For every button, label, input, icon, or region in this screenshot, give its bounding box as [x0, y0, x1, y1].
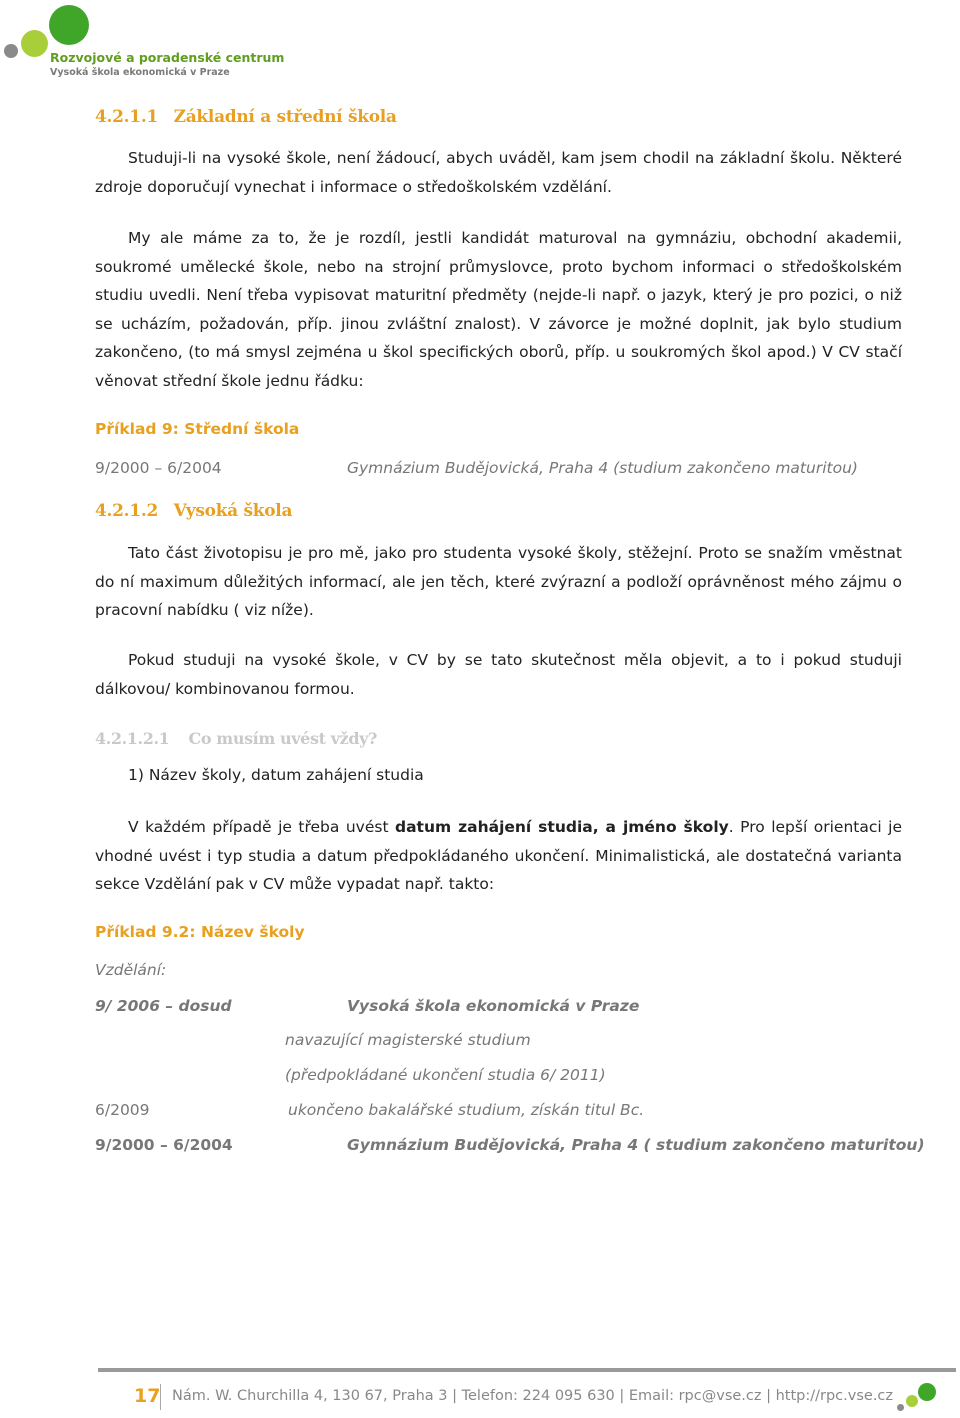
heading-number: 4.2.1.2.1	[95, 729, 170, 748]
example-date: 9/2000 – 6/2004	[95, 459, 222, 477]
paragraph	[95, 539, 902, 625]
logo-subtitle: Vysoká škola ekonomická v Praze	[50, 67, 230, 78]
example-row-date: 6/2009	[95, 1101, 150, 1119]
logo-dot-light-green	[21, 30, 48, 57]
logo-dot-green	[918, 1383, 936, 1401]
footer-separator	[160, 1384, 161, 1410]
paragraph	[95, 813, 902, 899]
list-item: 1) Název školy, datum zahájení studia	[128, 766, 424, 784]
footer-address: Nám. W. Churchilla 4, 130 67, Praha 3 | Telefon: 224 095 630 | Email: rpc@vse.cz | http://rpc.vse.cz	[172, 1388, 894, 1404]
logo-title: Rozvojové a poradenské centrum	[50, 50, 285, 65]
page-number: 17	[134, 1385, 161, 1407]
logo-dot-light-green	[906, 1395, 918, 1407]
paragraph-text: Tato část životopisu je pro mě, jako pro studenta vysoké školy, stěžejní. Proto se snažím vměstnat do ní maximum důležitých informací, ale jen těch, které zvýrazní a podloží oprávněnost mého zájmu o pracovní nabídku ( viz níže).	[95, 544, 902, 619]
paragraph-text: Studuji-li na vysoké škole, není žádoucí, abych uváděl, kam jsem chodil na základní školu. Některé zdroje doporučují vynechat i informace o středoškolském vzdělání.	[95, 149, 902, 196]
paragraph	[95, 144, 902, 201]
example-school: Gymnázium Budějovická, Praha 4 (studium zakončeno maturitou)	[347, 459, 858, 477]
heading-title: Vysoká škola	[173, 501, 293, 521]
example-row-date: 9/2000 – 6/2004	[95, 1136, 233, 1154]
logo-dot-green	[49, 5, 89, 45]
paragraph-text: . Pro lepší orientaci je vhodné uvést i typ studia a datum předpokládaného ukončení. Minimalistická, ale dostatečná varianta sekce Vzdělání pak v CV může vypadat např. takto:	[95, 818, 902, 893]
heading-number: 4.2.1.1	[95, 107, 158, 127]
paragraph-text: Pokud studuji na vysoké škole, v CV by se tato skutečnost měla objevit, a to i pokud studuji dálkovou/ kombinovanou formou.	[95, 651, 902, 698]
section-heading-4-2-1-2	[95, 501, 292, 521]
footer-logo	[896, 1378, 946, 1414]
heading-number: 4.2.1.2	[95, 501, 158, 521]
example-row-text: Gymnázium Budějovická, Praha 4 ( studium zakončeno maturitou)	[347, 1136, 925, 1154]
example-row-text: (předpokládané ukončení studia 6/ 2011)	[285, 1066, 606, 1084]
paragraph	[95, 646, 902, 703]
example-row-text: navazující magisterské studium	[285, 1031, 531, 1049]
example-row-text: ukončeno bakalářské studium, získán titul Bc.	[288, 1101, 645, 1119]
logo-dot-gray	[897, 1404, 904, 1411]
paragraph-text: My ale máme za to, že je rozdíl, jestli kandidát maturoval na gymnáziu, obchodní akademii, soukromé umělecké škole, nebo na strojní průmyslovce, proto bychom informaci o středoškolském studiu uvedli. Není třeba vypisovat maturitní předměty (nejde-li např. o jazyk, který je pro pozici, o niž se ucházím, požadován, příp. jinou zvláštní znalost). V závorce je možné doplnit, jak bylo studium zakončeno, (to má smysl zejména u škol specifických oborů, příp. u soukromých škol apod.) V CV stačí věnovat střední škole jednu řádku:	[95, 229, 902, 390]
example-row-text: Vysoká škola ekonomická v Praze	[347, 997, 640, 1015]
paragraph-text: V každém případě je třeba uvést	[128, 818, 395, 836]
example-row-date: 9/ 2006 – dosud	[95, 997, 232, 1015]
example-label: Příklad 9.2: Název školy	[95, 923, 305, 941]
paragraph-bold: datum zahájení studia, a jméno školy	[395, 818, 729, 836]
paragraph	[95, 224, 902, 395]
heading-title: Základní a střední škola	[173, 107, 397, 127]
heading-title: Co musím uvést vždy?	[188, 729, 377, 748]
footer-divider	[98, 1368, 956, 1372]
example-label: Příklad 9: Střední škola	[95, 420, 300, 438]
logo-dot-gray	[4, 44, 18, 58]
section-heading-4-2-1-1	[95, 107, 397, 127]
example-heading: Vzdělání:	[95, 961, 167, 979]
section-heading-4-2-1-2-1	[95, 729, 377, 748]
logo	[0, 0, 285, 82]
